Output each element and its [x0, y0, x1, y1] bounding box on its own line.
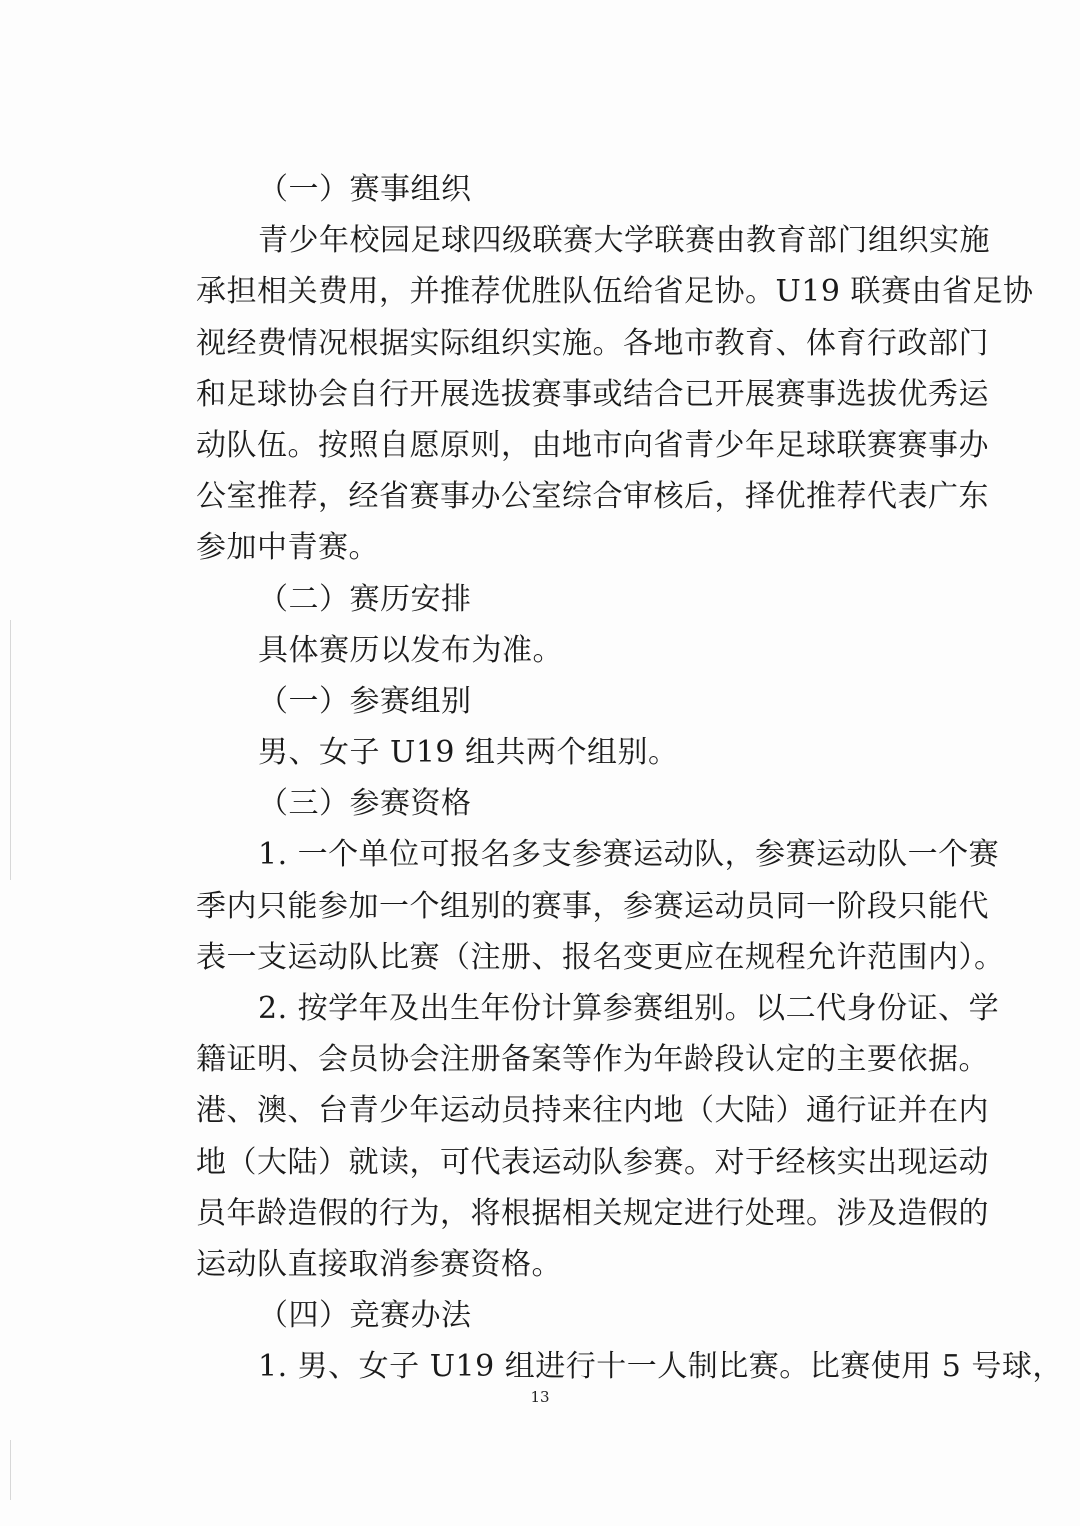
section-heading-competition-rules: （四）竞赛办法 — [258, 1298, 472, 1334]
paragraph-line: 表一支运动队比赛（注册、报名变更应在规程允许范围内）。 — [196, 939, 1005, 975]
section-heading-eligibility: （三）参赛资格 — [258, 786, 472, 822]
paragraph-line: 地（大陆）就读，可代表运动队参赛。对于经核实出现运动 — [196, 1144, 989, 1180]
paragraph-line: 动队伍。按照自愿原则，由地市向省青少年足球联赛赛事办 — [196, 427, 989, 463]
paragraph-line: 和足球协会自行开展选拔赛事或结合已开展赛事选拔优秀运 — [196, 376, 989, 412]
paragraph-line: 2. 按学年及出生年份计算参赛组别。以二代身份证、学 — [258, 991, 1000, 1026]
paragraph-line: 运动队直接取消参赛资格。 — [196, 1246, 562, 1282]
scan-edge-mark — [10, 620, 11, 880]
paragraph-line: 港、澳、台青少年运动员持来往内地（大陆）通行证并在内 — [196, 1093, 989, 1129]
section-heading-schedule: （二）赛历安排 — [258, 581, 472, 617]
paragraph-line: 公室推荐，经省赛事办公室综合审核后，择优推荐代表广东 — [196, 479, 989, 515]
paragraph-line: 视经费情况根据实际组织实施。各地市教育、体育行政部门 — [196, 325, 989, 361]
paragraph-line: 承担相关费用，并推荐优胜队伍给省足协。U19 联赛由省足协 — [196, 274, 1034, 310]
scan-edge-mark — [10, 1440, 11, 1500]
page-number: 13 — [530, 1388, 550, 1406]
paragraph-line: 员年龄造假的行为，将根据相关规定进行处理。涉及造假的 — [196, 1195, 989, 1231]
paragraph-line: 参加中青赛。 — [196, 530, 379, 566]
paragraph-line: 青少年校园足球四级联赛大学联赛由教育部门组织实施 — [258, 223, 990, 259]
paragraph-line: 男、女子 U19 组共两个组别。 — [258, 735, 679, 771]
paragraph-line: 具体赛历以发布为准。 — [258, 632, 563, 668]
paragraph-line: 1. 男、女子 U19 组进行十一人制比赛。比赛使用 5 号球， — [258, 1349, 1063, 1385]
paragraph-line: 1. 一个单位可报名多支参赛运动队，参赛运动队一个赛 — [258, 837, 1000, 873]
paragraph-line: 季内只能参加一个组别的赛事，参赛运动员同一阶段只能代 — [196, 888, 989, 924]
section-heading-groups: （一）参赛组别 — [258, 683, 472, 719]
document-body — [196, 164, 1063, 1393]
paragraph-line: 籍证明、会员协会注册备案等作为年龄段认定的主要依据。 — [196, 1042, 989, 1078]
section-heading-organization: （一）赛事组织 — [258, 172, 472, 207]
